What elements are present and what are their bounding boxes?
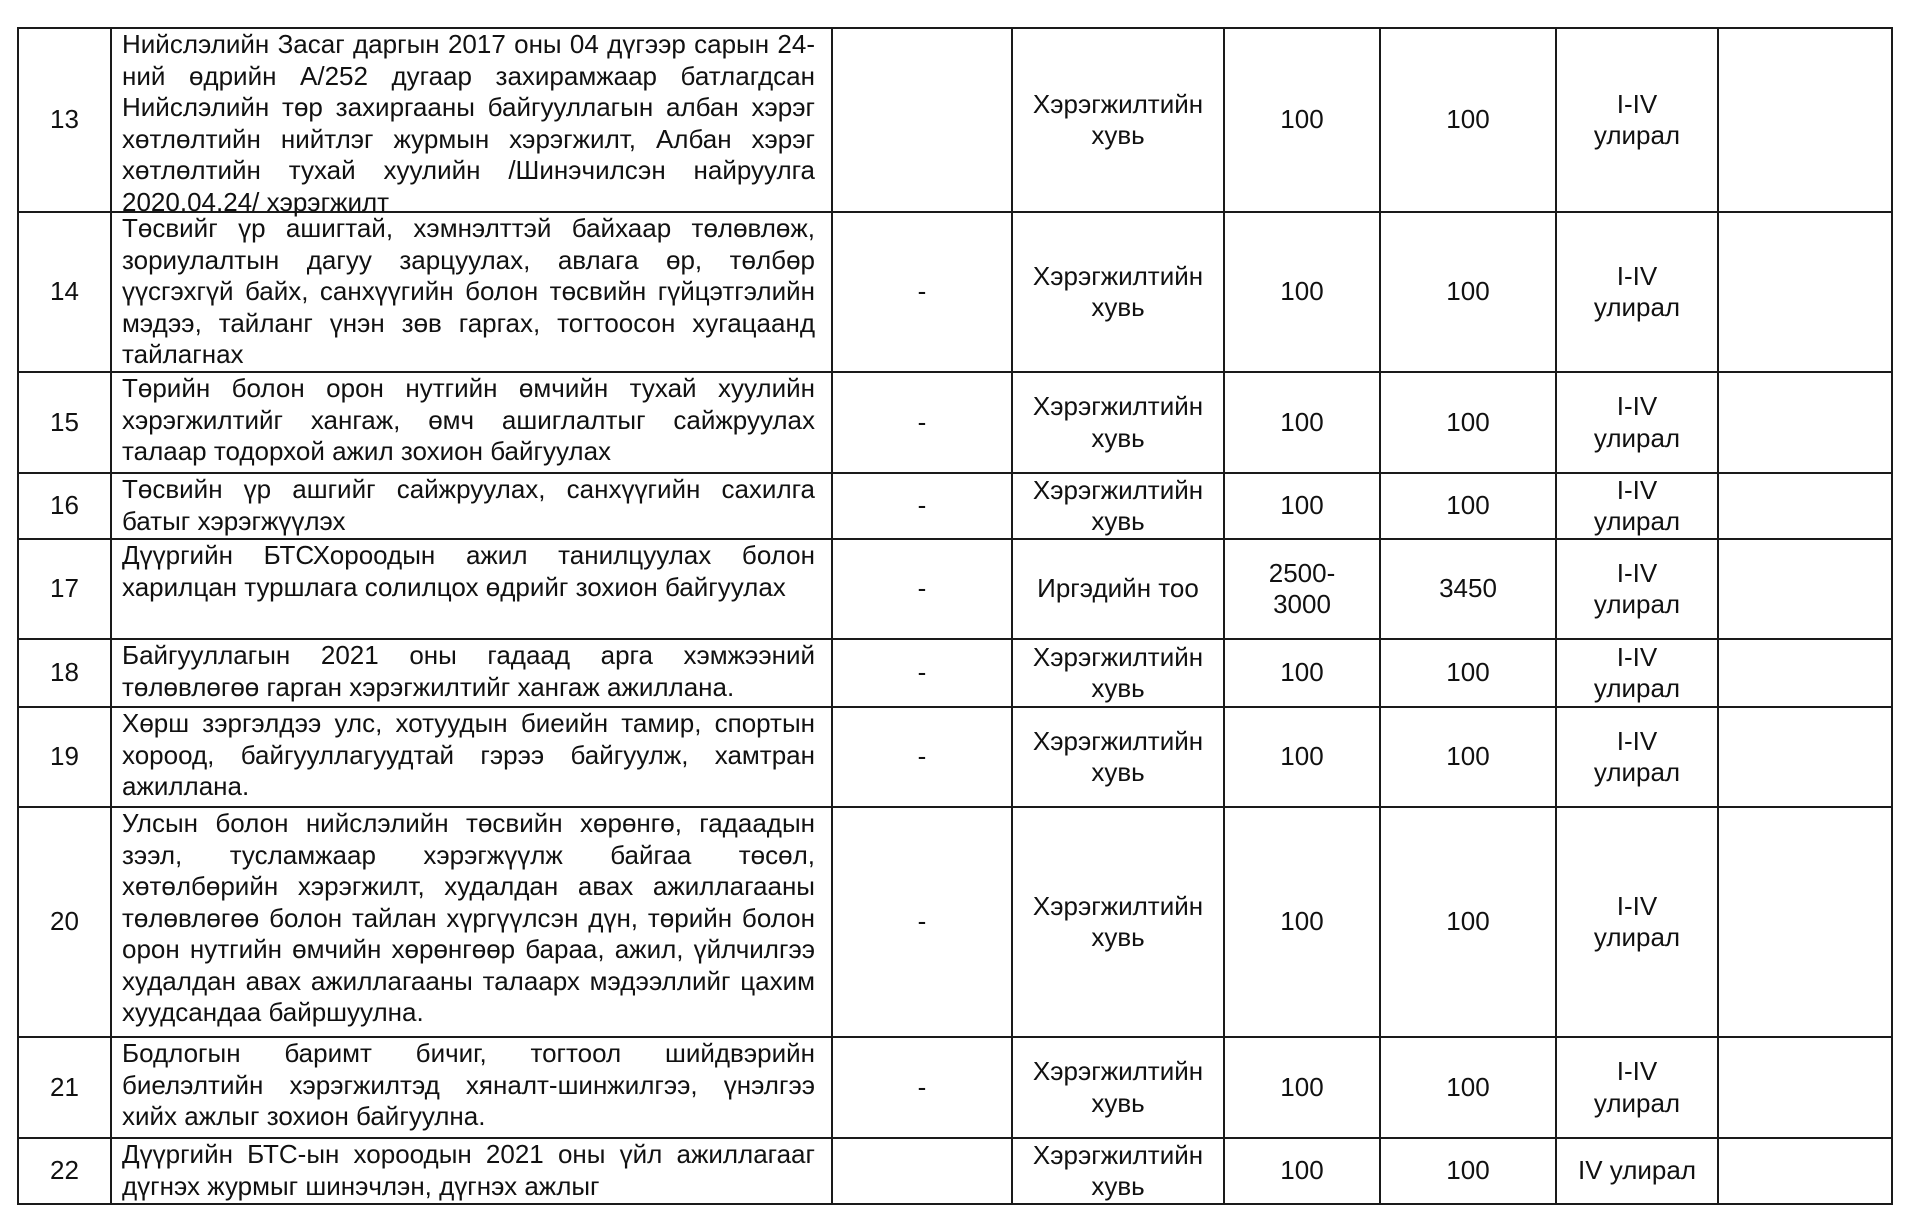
row-indicator-cell <box>1012 807 1224 1037</box>
table-row <box>18 28 1892 212</box>
row-period: IV улирал <box>1577 1155 1696 1186</box>
row-baseline: - <box>917 906 927 937</box>
row-number-cell <box>18 372 111 473</box>
table-row <box>18 372 1892 473</box>
row-note-cell <box>1718 1037 1892 1138</box>
row-baseline: - <box>917 573 927 604</box>
row-indicator-cell <box>1012 539 1224 639</box>
row-indicator: Иргэдийн тоо <box>1037 573 1199 604</box>
row-target-value-cell <box>1224 639 1380 707</box>
row-indicator-cell <box>1012 28 1224 212</box>
row-actual-value: 100 <box>1446 906 1490 937</box>
row-baseline: - <box>917 490 927 521</box>
row-number-cell <box>18 539 111 639</box>
row-actual-value: 3450 <box>1439 573 1497 604</box>
row-period-cell <box>1556 807 1718 1037</box>
row-description: Дүүргийн БТСХороодын ажил танилцуулах болон харилцан туршлага солилцох өдрийг зохион байгуулах <box>122 540 815 602</box>
row-actual-value: 100 <box>1446 406 1490 437</box>
row-target-value-cell <box>1224 539 1380 639</box>
row-indicator: Хэрэгжилтийн хувь <box>1032 890 1204 952</box>
row-period: I-IV улирал <box>1593 557 1681 619</box>
row-period: I-IV улирал <box>1593 391 1681 453</box>
row-target-value: 100 <box>1280 406 1324 437</box>
row-number-cell <box>18 28 111 212</box>
row-indicator-cell <box>1012 1138 1224 1204</box>
row-period-cell <box>1556 473 1718 539</box>
table-row <box>18 473 1892 539</box>
row-target-value: 100 <box>1280 104 1324 135</box>
row-actual-value: 100 <box>1446 657 1490 688</box>
table-body <box>18 28 1892 1204</box>
document-page <box>17 27 1891 1205</box>
row-number-cell <box>18 473 111 539</box>
row-note-cell <box>1718 1138 1892 1204</box>
row-number: 16 <box>50 490 79 521</box>
row-description-cell <box>111 28 832 217</box>
row-actual-value-cell <box>1380 1138 1556 1204</box>
row-period-cell <box>1556 707 1718 807</box>
row-period-cell <box>1556 1138 1718 1204</box>
row-indicator-cell <box>1012 707 1224 807</box>
row-baseline-cell <box>832 372 1012 473</box>
row-target-value: 100 <box>1280 906 1324 937</box>
row-baseline: - <box>917 657 927 688</box>
row-number: 18 <box>50 657 79 688</box>
row-baseline-cell <box>832 473 1012 539</box>
row-description: Улсын болон нийслэлийн төсвийн хөрөнгө, гадаадын зээл, тусламжаар хэрэгжүүлж байгаа төсөл, хөтөлбөрийн хэрэгжилт, худалдан авах ажиллагааны төлөвлөгөө болон тайлан хүргүүлсэн дүн, төрийн болон орон нутгийн өмчийн хөрөнгөөр бараа, ажил, үйлчилгээ худалдан авах ажиллагааны талаарх мэдээллийг цахим хуудсандаа байршуулна. <box>122 808 815 1027</box>
row-indicator: Хэрэгжилтийн хувь <box>1032 88 1204 150</box>
row-target-value: 100 <box>1280 1071 1324 1102</box>
row-number: 19 <box>50 741 79 772</box>
row-baseline-cell <box>832 807 1012 1037</box>
row-description: Хөрш зэргэлдээ улс, хотуудын биеийн тамир, спортын хороод, байгууллагуудтай гэрээ байгуулж, хамтран ажиллана. <box>122 708 815 801</box>
row-indicator-cell <box>1012 212 1224 372</box>
row-target-value-cell <box>1224 473 1380 539</box>
row-actual-value-cell <box>1380 707 1556 807</box>
row-number: 15 <box>50 406 79 437</box>
table-row <box>18 539 1892 639</box>
row-note-cell <box>1718 372 1892 473</box>
row-actual-value-cell <box>1380 212 1556 372</box>
row-target-value: 100 <box>1280 741 1324 772</box>
table-row <box>18 639 1892 707</box>
row-actual-value: 100 <box>1446 741 1490 772</box>
row-note-cell <box>1718 212 1892 372</box>
row-baseline-cell <box>832 28 1012 212</box>
row-baseline: - <box>917 1071 927 1102</box>
row-number: 20 <box>50 906 79 937</box>
row-description-cell <box>111 1138 832 1204</box>
row-note-cell <box>1718 707 1892 807</box>
row-baseline-cell <box>832 707 1012 807</box>
row-number-cell <box>18 1037 111 1138</box>
row-number-cell <box>18 212 111 372</box>
row-actual-value-cell <box>1380 28 1556 212</box>
action-plan-table <box>17 27 1893 1205</box>
row-period: I-IV улирал <box>1593 260 1681 322</box>
row-note-cell <box>1718 28 1892 212</box>
row-description: Төрийн болон орон нутгийн өмчийн тухай хуулийн хэрэгжилтийг хангаж, өмч ашиглалтыг сайжруулах талаар тодорхой ажил зохион байгуулах <box>122 373 815 466</box>
table-row <box>18 1138 1892 1204</box>
row-number: 13 <box>50 104 79 135</box>
row-period: I-IV улирал <box>1593 725 1681 787</box>
row-indicator: Хэрэгжилтийн хувь <box>1032 1139 1204 1201</box>
row-indicator: Хэрэгжилтийн хувь <box>1032 725 1204 787</box>
row-number-cell <box>18 1138 111 1204</box>
row-description-cell <box>111 473 832 539</box>
row-actual-value-cell <box>1380 539 1556 639</box>
row-number: 21 <box>50 1071 79 1102</box>
row-description: Байгууллагын 2021 оны гадаад арга хэмжээний төлөвлөгөө гарган хэрэгжилтийг хангаж ажиллана. <box>122 640 815 702</box>
row-note-cell <box>1718 539 1892 639</box>
row-actual-value: 100 <box>1446 276 1490 307</box>
row-period: I-IV улирал <box>1593 474 1681 536</box>
row-indicator: Хэрэгжилтийн хувь <box>1032 391 1204 453</box>
row-description: Төсвийг үр ашигтай, хэмнэлттэй байхаар төлөвлөж, зориулалтын дагуу зарцуулах, авлага өр, төлбөр үүсгэхгүй байх, санхүүгийн болон төсвийн гүйцэтгэлийн мэдээ, тайланг үнэн зөв гаргах, тогтоосон хугацаанд тайлагнах <box>122 213 815 369</box>
row-indicator: Хэрэгжилтийн хувь <box>1032 474 1204 536</box>
row-target-value-cell <box>1224 1138 1380 1204</box>
row-period: I-IV улирал <box>1593 1056 1681 1118</box>
row-target-value: 100 <box>1280 657 1324 688</box>
row-description-cell <box>111 372 832 473</box>
row-target-value-cell <box>1224 1037 1380 1138</box>
row-period-cell <box>1556 212 1718 372</box>
row-period-cell <box>1556 1037 1718 1138</box>
row-baseline-cell <box>832 639 1012 707</box>
row-number: 22 <box>50 1155 79 1186</box>
row-target-value: 100 <box>1280 1155 1324 1186</box>
row-number-cell <box>18 807 111 1037</box>
row-actual-value: 100 <box>1446 1071 1490 1102</box>
row-baseline: - <box>917 741 927 772</box>
row-number-cell <box>18 707 111 807</box>
row-period-cell <box>1556 28 1718 212</box>
row-note-cell <box>1718 807 1892 1037</box>
row-description-cell <box>111 539 832 639</box>
row-target-value-cell <box>1224 707 1380 807</box>
table-row <box>18 1037 1892 1138</box>
row-indicator-cell <box>1012 473 1224 539</box>
row-target-value-cell <box>1224 372 1380 473</box>
row-baseline-cell <box>832 1037 1012 1138</box>
row-baseline-cell <box>832 539 1012 639</box>
row-indicator: Хэрэгжилтийн хувь <box>1032 1056 1204 1118</box>
row-number-cell <box>18 639 111 707</box>
table-row <box>18 212 1892 372</box>
row-period-cell <box>1556 639 1718 707</box>
row-period: I-IV улирал <box>1593 88 1681 150</box>
row-target-value: 2500-3000 <box>1268 557 1336 619</box>
row-actual-value-cell <box>1380 807 1556 1037</box>
row-indicator: Хэрэгжилтийн хувь <box>1032 641 1204 703</box>
row-period-cell <box>1556 372 1718 473</box>
row-actual-value-cell <box>1380 372 1556 473</box>
row-description-cell <box>111 639 832 707</box>
row-description: Нийслэлийн Засаг даргын 2017 оны 04 дүгээр сарын 24-ний өдрийн А/252 дугаар захирамжаар батлагдсан Нийслэлийн төр захиргааны байгууллагын албан хэрэг хөтлөлтийн нийтлэг журмын хэрэгжилт, Албан хэрэг хөтлөлтийн тухай хуулийн /Шинэчилсэн найруулга 2020.04.24/ хэрэгжилт <box>122 29 815 217</box>
row-description-cell <box>111 707 832 807</box>
row-number: 17 <box>50 573 79 604</box>
row-indicator: Хэрэгжилтийн хувь <box>1032 260 1204 322</box>
row-actual-value: 100 <box>1446 490 1490 521</box>
row-number: 14 <box>50 276 79 307</box>
table-row <box>18 707 1892 807</box>
row-actual-value-cell <box>1380 1037 1556 1138</box>
row-target-value: 100 <box>1280 490 1324 521</box>
row-period: I-IV улирал <box>1593 641 1681 703</box>
row-actual-value: 100 <box>1446 1155 1490 1186</box>
row-description-cell <box>111 807 832 1037</box>
row-target-value-cell <box>1224 28 1380 212</box>
row-period: I-IV улирал <box>1593 890 1681 952</box>
row-baseline: - <box>917 406 927 437</box>
row-target-value: 100 <box>1280 276 1324 307</box>
row-description-cell <box>111 212 832 372</box>
row-target-value-cell <box>1224 212 1380 372</box>
row-description-cell <box>111 1037 832 1138</box>
row-description: Төсвийн үр ашгийг сайжруулах, санхүүгийн сахилга батыг хэрэгжүүлэх <box>122 474 815 536</box>
row-baseline-cell <box>832 1138 1012 1204</box>
row-baseline: - <box>917 276 927 307</box>
row-target-value-cell <box>1224 807 1380 1037</box>
row-period-cell <box>1556 539 1718 639</box>
row-description: Дүүргийн БТС-ын хороодын 2021 оны үйл ажиллагааг дүгнэх журмыг шинэчлэн, дүгнэх ажлыг <box>122 1139 815 1201</box>
row-indicator-cell <box>1012 1037 1224 1138</box>
row-actual-value-cell <box>1380 639 1556 707</box>
row-baseline-cell <box>832 212 1012 372</box>
row-description: Бодлогын баримт бичиг, тогтоол шийдвэрийн биелэлтийн хэрэгжилтэд хяналт-шинжилгээ, үнэлгээ хийх ажлыг зохион байгуулна. <box>122 1038 815 1131</box>
row-actual-value: 100 <box>1446 104 1490 135</box>
row-note-cell <box>1718 639 1892 707</box>
table-row <box>18 807 1892 1037</box>
row-indicator-cell <box>1012 639 1224 707</box>
row-note-cell <box>1718 473 1892 539</box>
row-indicator-cell <box>1012 372 1224 473</box>
row-actual-value-cell <box>1380 473 1556 539</box>
